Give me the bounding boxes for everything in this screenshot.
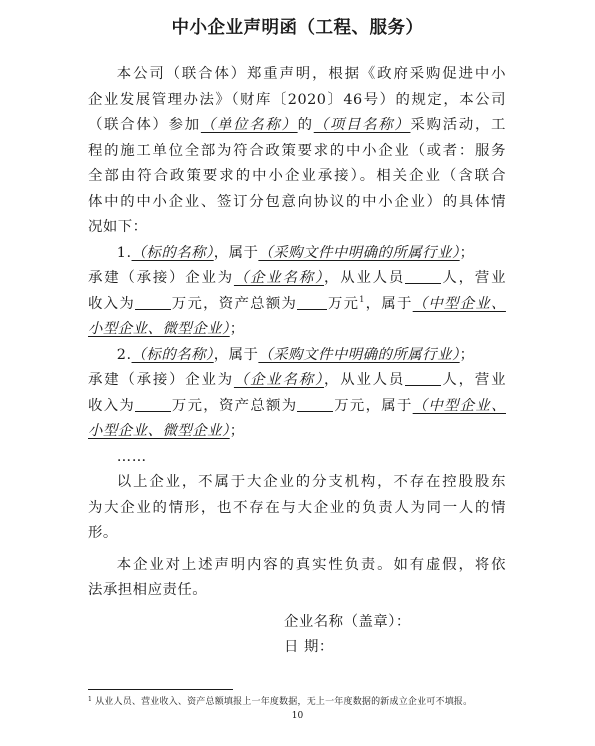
para1-line5: 全部由符合政策要求的中小企业承接）。相关企业（含联合 [88,168,506,184]
item1-assets-unit: 万元 [327,295,360,312]
project-name-placeholder: （项目名称） [313,117,411,133]
item2-revenue-blank [135,397,171,412]
item1-end: ； [459,244,475,261]
item2-staff-label: ，从业人员 [324,372,406,388]
item2-number: 2. [116,346,132,363]
unit-name-placeholder: （单位名称） [200,117,298,133]
para2-line1: 以上企业，不属于大企业的分支机构，不存在控股股东 [116,474,506,490]
item1-line2 [88,266,506,292]
ellipsis: …… [116,448,147,465]
footnote-text: 从业人员、营业收入、资产总额填报上一年度数据，无上一年度数据的新成立企业可不填报。 [95,697,473,707]
item1-size-placeholder-cont: 小型企业、微型企业） [88,321,230,337]
item1-size-end: ； [229,321,245,337]
document-body [88,62,506,661]
para1-line2: 企业发展管理办法》（财库〔2020〕46号）的规定，本公司 [88,91,506,108]
footnote-reference: 1 [359,294,365,304]
item1-belongs: ，属于 [213,244,259,261]
item2-target-placeholder: （标的名称） [131,346,214,363]
item2-industry-placeholder: （采购文件中明确的所属行业） [258,346,460,363]
para1-line7: 况如下： [88,219,148,235]
item2-assets-unit: 万元 [333,397,366,414]
para1-line3-text-b: 采购活动，工 [410,117,506,133]
item1-revenue-blank [135,295,171,310]
para1-line3-de: 的 [297,117,314,133]
item2-line2 [88,368,506,394]
item1-line4 [88,317,506,343]
footnote-marker: 1 [88,696,93,703]
item2-end: ； [459,346,475,363]
item2-assets-label: 万元，资产总额为 [171,397,298,414]
page-number: 10 [291,711,304,721]
para1-line6: 体中的中小企业、签订分包意向协议的中小企业）的具体情 [88,193,506,210]
item1-line3 [88,292,506,318]
para2-line3: 形。 [88,525,118,541]
item2-line3 [88,394,506,420]
footnote-divider [88,689,233,690]
item2-belongs-size: ，属于 [365,397,413,414]
para1-line1: 本公司（联合体）郑重声明，根据《政府采购促进中小 [116,66,506,82]
page-title: 中小企业声明函（工程、服务） [171,18,424,38]
item2-size-placeholder: （中型企业、 [412,397,506,414]
para2-line2: 为大企业的情形，也不存在与大企业的负责人为同一人的情 [88,499,506,516]
para1-line3 [88,113,506,139]
para1-line4: 程的施工单位全部为符合政策要求的中小企业（或者：服务 [88,142,506,159]
item1-assets-blank [297,295,327,310]
item1-line1 [88,241,506,267]
item1-company-placeholder: （企业名称） [233,270,325,286]
footnote [88,694,472,707]
item1-contractor-label: 承建（承接）企业为 [88,270,234,286]
company-seal-label: 企业名称（盖章）： [284,613,411,630]
item1-staff-blank [405,269,441,284]
item1-number: 1. [116,244,132,261]
item2-belongs: ，属于 [213,346,259,363]
item1-staff-label: ，从业人员 [324,270,406,286]
para3-line2: 法承担相应责任。 [88,582,208,598]
item1-industry-placeholder: （采购文件中明确的所属行业） [258,244,460,261]
item2-staff-blank [405,371,441,386]
item1-size-placeholder: （中型企业、 [412,295,506,312]
item2-line1 [88,343,506,369]
item2-size-end: ； [229,423,245,439]
item1-revenue-label: 收入为 [88,295,136,312]
item1-assets-label: 万元，资产总额为 [171,295,298,312]
para1-line3-text-a: （联合体）参加 [88,117,201,133]
item2-contractor-label: 承建（承接）企业为 [88,372,234,388]
item2-line4 [88,419,506,445]
item2-company-placeholder: （企业名称） [233,372,325,388]
item2-revenue-label: 收入为 [88,397,136,414]
date-label: 日 期： [284,639,334,655]
item1-staff-suffix: 人，营业 [441,270,506,286]
item1-belongs-size: ，属于 [364,295,413,312]
item2-size-placeholder-cont: 小型企业、微型企业） [88,423,230,439]
item2-staff-suffix: 人，营业 [441,372,506,388]
para3-line1: 本企业对上述声明内容的真实性负责。如有虚假，将依 [116,556,506,573]
item2-assets-blank [297,397,333,412]
item1-target-placeholder: （标的名称） [131,244,214,261]
